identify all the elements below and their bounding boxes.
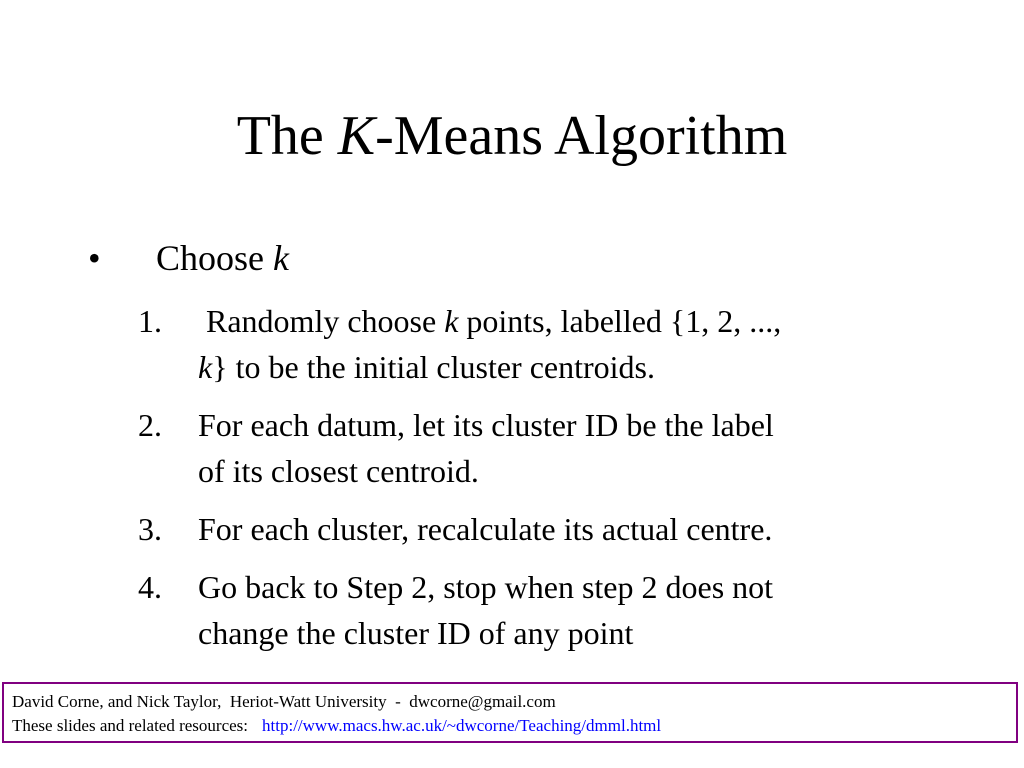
- steps-list: [138, 298, 938, 668]
- step-1-line-2: [198, 344, 938, 390]
- bullet-choose-k: [88, 234, 289, 282]
- footer-box: [2, 682, 1018, 743]
- title-italic-k: K: [337, 105, 376, 167]
- footer-link[interactable]: http://www.macs.hw.ac.uk/~dwcorne/Teaching/dmml.html: [262, 716, 662, 735]
- footer-resources: [12, 714, 1016, 738]
- step-number: 3.: [138, 511, 162, 547]
- step-text: Randomly choose: [198, 303, 445, 339]
- step-4: [138, 564, 938, 656]
- bullet-text: Choose: [156, 238, 273, 278]
- step-4-line-1: Go back to Step 2, stop when step 2 does not: [198, 569, 774, 605]
- slide-title: [0, 98, 1024, 174]
- step-1: [138, 298, 938, 390]
- step-number: 1.: [138, 303, 162, 339]
- step-2: [138, 402, 938, 494]
- title-suffix: -Means Algorithm: [375, 105, 788, 167]
- step-text: } to be the initial cluster centroids.: [212, 349, 655, 385]
- step-4-line-2: change the cluster ID of any point: [198, 615, 634, 651]
- bullet-italic-k: k: [273, 238, 289, 278]
- step-2-line-1: For each datum, let its cluster ID be the label: [198, 407, 774, 443]
- step-2-line-2: of its closest centroid.: [198, 453, 479, 489]
- step-text: points, labelled {1, 2, ...,: [458, 303, 782, 339]
- footer-credits: David Corne, and Nick Taylor, Heriot-Watt University - dwcorne@gmail.com: [12, 692, 556, 711]
- footer-resources-label: These slides and related resources:: [12, 716, 249, 735]
- step-number: 2.: [138, 407, 162, 443]
- step-3-line-1: For each cluster, recalculate its actual centre.: [198, 511, 773, 547]
- step-italic-k: k: [444, 303, 459, 339]
- step-number: 4.: [138, 569, 162, 605]
- title-prefix: The: [236, 105, 338, 167]
- step-italic-k: k: [198, 349, 213, 385]
- step-3: [138, 506, 938, 552]
- bullet-dot: •: [88, 238, 101, 278]
- step-1-line-1: [198, 298, 938, 344]
